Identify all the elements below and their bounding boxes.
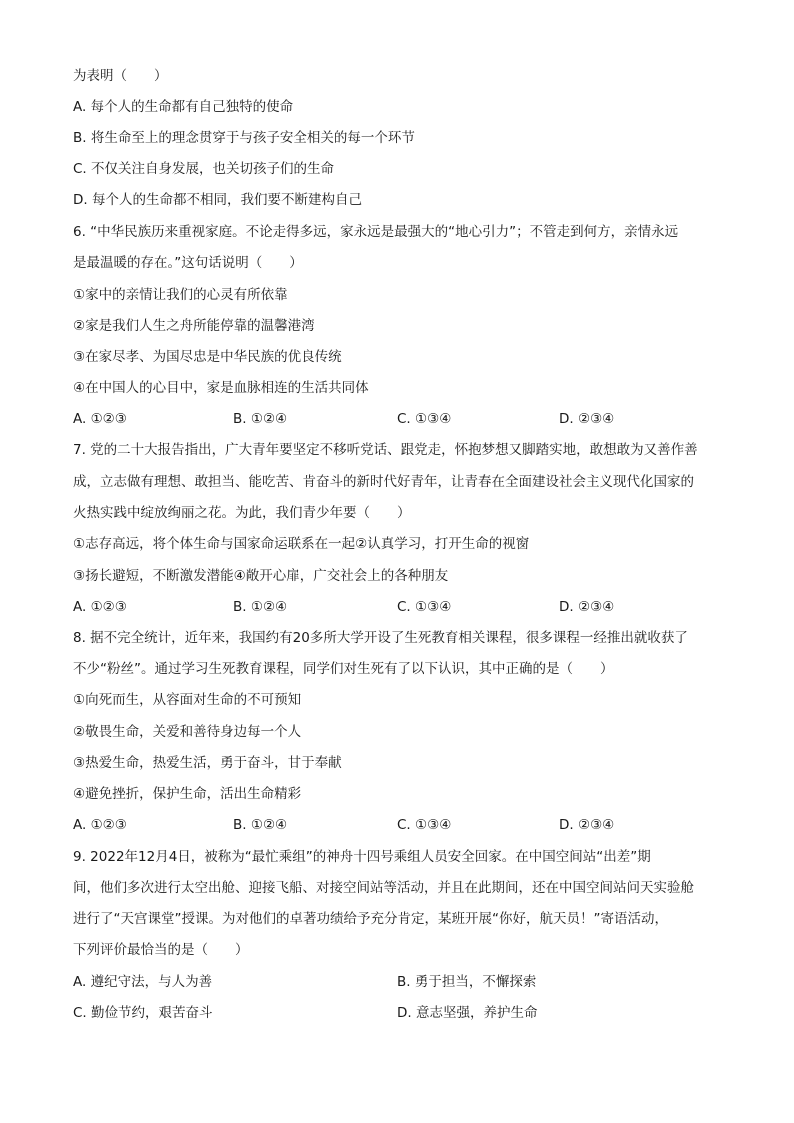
q8-item-4: ④避免挫折，保护生命，活出生命精彩	[73, 786, 302, 802]
q9-option-a: A. 遵纪守法，与人为善	[73, 974, 213, 990]
q8-option-b: B. ①②④	[233, 817, 288, 833]
q6-item-1: ①家中的亲情让我们的心灵有所依靠	[73, 287, 288, 303]
q6-item-2: ②家是我们人生之舟所能停靠的温馨港湾	[73, 318, 315, 334]
q8-options	[73, 815, 733, 835]
q5-stem-tail: 为表明（ ）	[73, 68, 168, 84]
q7-stem-line-2: 成，立志做有理想、敢担当、能吃苦、肯奋斗的新时代好青年，让青春在全面建设社会主义现代化国家的	[73, 474, 694, 490]
q7-item-line-1: ①志存高远，将个体生命与国家命运联系在一起②认真学习，打开生命的视窗	[73, 536, 530, 552]
q9-options-row-2	[73, 1003, 733, 1023]
q7-option-b: B. ①②④	[233, 599, 288, 615]
q9-option-b: B. 勇于担当，不懈探索	[397, 974, 537, 990]
q9-option-d: D. 意志坚强，养护生命	[397, 1005, 538, 1021]
q8-option-c: C. ①③④	[397, 817, 452, 833]
q8-option-a: A. ①②③	[73, 817, 127, 833]
q7-option-a: A. ①②③	[73, 599, 127, 615]
q9-stem-line-1: 9. 2022年12月4日，被称为“最忙乘组”的神舟十四号乘组人员安全回家。在中国空间站“出差”期	[73, 849, 651, 865]
q5-option-b: B. 将生命至上的理念贯穿于与孩子安全相关的每一个环节	[73, 130, 415, 146]
q7-options	[73, 597, 733, 617]
q6-option-c: C. ①③④	[397, 411, 452, 427]
q6-stem-line-2: 是最温暖的存在。”这句话说明（ ）	[73, 255, 303, 271]
q8-stem-line-1: 8. 据不完全统计，近年来，我国约有20多所大学开设了生死教育相关课程，很多课程一经推出就收获了	[73, 630, 688, 646]
q6-stem-line-1: 6. “中华民族历来重视家庭。不论走得多远，家永远是最强大的“地心引力”；不管走到何方，亲情永远	[73, 224, 679, 240]
q6-item-3: ③在家尽孝、为国尽忠是中华民族的优良传统	[73, 349, 342, 365]
q7-item-line-2: ③扬长避短，不断激发潜能④敞开心扉，广交社会上的各种朋友	[73, 568, 449, 584]
q7-option-d: D. ②③④	[559, 599, 615, 615]
q6-option-b: B. ①②④	[233, 411, 288, 427]
q7-stem-line-3: 火热实践中绽放绚丽之花。为此，我们青少年要（ ）	[73, 505, 411, 521]
q9-stem-line-2: 间，他们多次进行太空出舱、迎接飞船、对接空间站等活动，并且在此期间，还在中国空间站问天实验舱	[73, 880, 694, 896]
q6-option-a: A. ①②③	[73, 411, 127, 427]
q8-stem-line-2: 不少“粉丝”。通过学习生死教育课程，同学们对生死有了以下认识，其中正确的是（ ）	[73, 661, 614, 677]
q8-option-d: D. ②③④	[559, 817, 615, 833]
q5-option-c: C. 不仅关注自身发展，也关切孩子们的生命	[73, 161, 335, 177]
q6-options	[73, 409, 733, 429]
q5-option-a: A. 每个人的生命都有自己独特的使命	[73, 99, 294, 115]
q6-item-4: ④在中国人的心目中，家是血脉相连的生活共同体	[73, 380, 369, 396]
q8-item-3: ③热爱生命，热爱生活，勇于奋斗，甘于奉献	[73, 755, 342, 771]
q7-stem-line-1: 7. 党的二十大报告指出，广大青年要坚定不移听党话、跟党走，怀抱梦想又脚踏实地，敢想敢为又善作善	[73, 442, 698, 458]
q5-option-d: D. 每个人的生命都不相同，我们要不断建构自己	[73, 192, 362, 208]
q6-option-d: D. ②③④	[559, 411, 615, 427]
q9-stem-line-4: 下列评价最恰当的是（ ）	[73, 942, 249, 958]
q9-option-c: C. 勤俭节约，艰苦奋斗	[73, 1005, 213, 1021]
q9-options-row-1	[73, 972, 733, 992]
q8-item-2: ②敬畏生命，关爱和善待身边每一个人	[73, 724, 302, 740]
q8-item-1: ①向死而生，从容面对生命的不可预知	[73, 692, 302, 708]
q7-option-c: C. ①③④	[397, 599, 452, 615]
q9-stem-line-3: 进行了“天宫课堂”授课。为对他们的卓著功绩给予充分肯定，某班开展“你好，航天员！”寄语活动，	[73, 911, 668, 927]
